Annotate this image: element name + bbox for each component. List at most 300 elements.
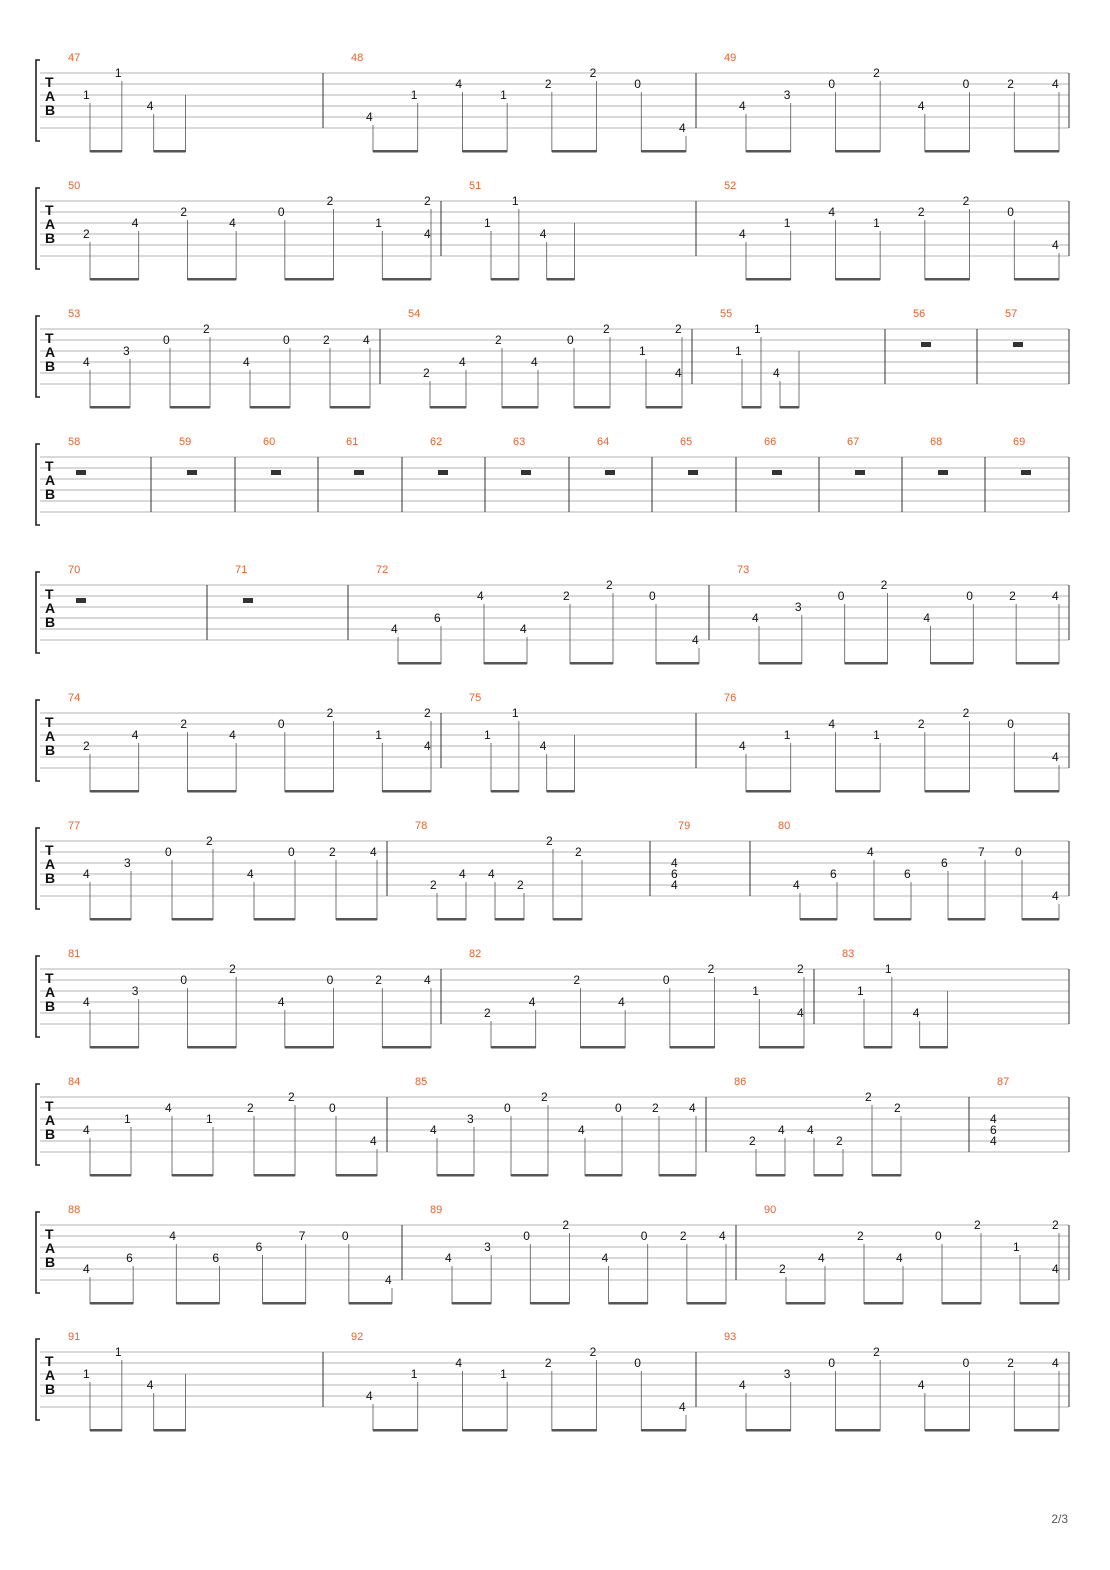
fret-number: 6	[941, 856, 948, 870]
fret-number: 6	[830, 867, 837, 881]
fret-number: 2	[517, 878, 524, 892]
beam	[552, 150, 597, 153]
fret-number: 2	[1052, 1218, 1059, 1232]
fret-number: 2	[962, 706, 970, 720]
fret-number: 0	[837, 589, 845, 603]
fret-number: 1	[783, 728, 791, 742]
fret-number: 0	[329, 1101, 336, 1115]
fret-number: 1	[124, 1112, 131, 1126]
beam	[437, 1174, 474, 1177]
fret-number: 2	[797, 962, 804, 976]
measure-number: 78	[415, 820, 428, 832]
beam	[187, 790, 236, 793]
measure-number: 75	[469, 692, 482, 704]
fret-number: 4	[229, 216, 236, 230]
beam	[742, 406, 761, 409]
fret-number: 4	[83, 1123, 90, 1137]
beam	[641, 150, 686, 153]
beam	[484, 662, 527, 665]
fret-number: 0	[283, 333, 290, 347]
beam	[656, 662, 699, 665]
fret-number: 0	[634, 1356, 641, 1370]
fret-number: 2	[589, 1345, 597, 1359]
fret-number: 2	[749, 1134, 756, 1148]
fret-number: 4	[520, 622, 527, 636]
fret-number: 2	[652, 1101, 659, 1115]
fret-number: 1	[410, 1367, 418, 1381]
measure-number: 52	[724, 180, 737, 192]
beam	[90, 1302, 133, 1305]
tab-clef-letter: B	[45, 230, 56, 246]
measure-number: 65	[680, 436, 693, 448]
fret-number: 2	[880, 578, 888, 592]
measure-number: 68	[930, 436, 943, 448]
fret-number: 2	[544, 77, 552, 91]
fret-number: 2	[917, 205, 925, 219]
beam	[502, 406, 538, 409]
beam	[574, 406, 610, 409]
fret-number: 0	[288, 845, 295, 859]
measure-number: 61	[346, 436, 359, 448]
fret-number: 6	[255, 1240, 263, 1254]
fret-number: 4	[671, 878, 678, 892]
beam	[930, 662, 973, 665]
fret-number: 1	[484, 728, 491, 742]
measure-number: 87	[997, 1076, 1010, 1088]
fret-number: 4	[828, 205, 836, 219]
fret-number: 1	[639, 344, 646, 358]
fret-number: 4	[1052, 750, 1059, 764]
beam	[285, 790, 334, 793]
fret-number: 4	[370, 1134, 377, 1148]
beam	[90, 406, 130, 409]
tab-clef-letter: T	[45, 74, 54, 90]
tab-system	[36, 564, 1069, 665]
measure-number: 58	[68, 436, 81, 448]
fret-number: 2	[329, 845, 336, 859]
tab-clef-letter: T	[45, 458, 54, 474]
beam	[373, 150, 418, 153]
fret-number: 4	[679, 121, 686, 135]
tab-clef-letter: B	[45, 358, 56, 374]
measure-number: 89	[430, 1204, 443, 1216]
fret-number: 7	[298, 1229, 306, 1243]
tab-clef-letter: A	[45, 472, 56, 488]
fret-number: 4	[366, 110, 373, 124]
tab-clef-letter: A	[45, 1367, 56, 1383]
fret-number: 1	[114, 1345, 122, 1359]
tab-clef-letter: T	[45, 202, 54, 218]
tab-clef-letter: A	[45, 88, 56, 104]
fret-number: 3	[467, 1112, 474, 1126]
beam	[250, 406, 290, 409]
fret-number: 1	[783, 216, 791, 230]
system-bracket	[36, 316, 40, 397]
fret-number: 4	[131, 728, 139, 742]
whole-rest	[76, 598, 86, 603]
fret-number: 4	[618, 995, 625, 1009]
fret-number: 4	[459, 867, 466, 881]
beam	[285, 278, 334, 281]
fret-number: 4	[867, 845, 874, 859]
fret-number: 4	[689, 1101, 696, 1115]
fret-number: 4	[424, 973, 431, 987]
fret-number: 2	[836, 1134, 843, 1148]
fret-number: 2	[1009, 589, 1016, 603]
beam	[670, 1046, 715, 1049]
beam	[925, 150, 970, 153]
fret-number: 2	[326, 194, 334, 208]
beam	[759, 1046, 804, 1049]
fret-number: 4	[169, 1229, 176, 1243]
beam	[580, 1046, 625, 1049]
fret-number: 4	[1052, 238, 1059, 252]
beam	[172, 918, 213, 921]
beam	[373, 1429, 418, 1432]
beam	[659, 1174, 696, 1177]
measure-number: 57	[1005, 308, 1018, 320]
beam	[263, 1302, 306, 1305]
fret-number: 2	[247, 1101, 254, 1115]
fret-number: 2	[857, 1229, 864, 1243]
beam	[90, 1429, 122, 1432]
tab-clef-letter: B	[45, 998, 56, 1014]
tab-clef-letter: T	[45, 842, 54, 858]
fret-number: 4	[1052, 1262, 1059, 1276]
fret-number: 4	[488, 867, 495, 881]
beam	[835, 790, 880, 793]
beam	[780, 406, 799, 409]
fret-number: 2	[83, 739, 90, 753]
beam	[1014, 1429, 1059, 1432]
fret-number: 0	[326, 973, 334, 987]
tab-clef-letter: T	[45, 714, 54, 730]
fret-number: 4	[229, 728, 236, 742]
beam	[462, 1429, 507, 1432]
measure-number: 77	[68, 820, 81, 832]
tab-clef-letter: A	[45, 1112, 56, 1128]
fret-number: 4	[430, 1123, 437, 1137]
fret-number: 2	[495, 333, 502, 347]
beam	[382, 790, 431, 793]
fret-number: 4	[1052, 889, 1059, 903]
fret-number: 2	[974, 1218, 981, 1232]
beam	[746, 150, 791, 153]
fret-number: 4	[131, 216, 139, 230]
fret-number: 4	[828, 717, 836, 731]
fret-number: 1	[857, 984, 864, 998]
measure-number: 90	[764, 1204, 777, 1216]
fret-number: 2	[707, 962, 715, 976]
tab-clef-letter: A	[45, 216, 56, 232]
fret-number: 2	[779, 1262, 786, 1276]
fret-number: 0	[1007, 717, 1014, 731]
fret-number: 4	[601, 1251, 609, 1265]
beam	[547, 278, 575, 281]
fret-number: 2	[873, 1345, 880, 1359]
fret-number: 1	[735, 344, 742, 358]
beam	[874, 918, 911, 921]
tab-clef-letter: B	[45, 614, 56, 630]
beam	[942, 1302, 981, 1305]
measure-number: 54	[408, 308, 421, 320]
fret-number: 4	[477, 589, 484, 603]
beam	[154, 150, 186, 153]
system-bracket	[36, 1339, 40, 1420]
measure-number: 74	[68, 692, 81, 704]
system-bracket	[36, 60, 40, 141]
fret-number: 0	[634, 77, 641, 91]
beam	[646, 406, 682, 409]
fret-number: 2	[288, 1090, 295, 1104]
tab-clef-letter: B	[45, 870, 56, 886]
fret-number: 1	[884, 962, 892, 976]
fret-number: 2	[180, 717, 188, 731]
fret-number: 1	[511, 706, 519, 720]
fret-number: 6	[126, 1251, 133, 1265]
beam	[382, 278, 431, 281]
fret-number: 4	[818, 1251, 825, 1265]
fret-number: 4	[455, 1356, 463, 1370]
beam	[920, 1046, 948, 1049]
fret-number: 1	[754, 322, 761, 336]
beam	[1020, 1302, 1059, 1305]
fret-number: 0	[1007, 205, 1014, 219]
measure-number: 67	[847, 436, 860, 448]
beam	[1014, 150, 1059, 153]
fret-number: 4	[445, 1251, 452, 1265]
beam	[835, 150, 880, 153]
fret-number: 4	[539, 739, 547, 753]
fret-number: 0	[180, 973, 188, 987]
fret-number: 3	[131, 984, 139, 998]
beam	[90, 150, 122, 153]
fret-number: 3	[484, 1240, 491, 1254]
fret-number: 0	[1015, 845, 1022, 859]
fret-number: 1	[511, 194, 519, 208]
fret-number: 0	[277, 205, 285, 219]
measure-number: 76	[724, 692, 737, 704]
fret-number: 4	[424, 227, 431, 241]
fret-number: 2	[679, 1229, 687, 1243]
beam	[330, 406, 370, 409]
fret-number: 4	[896, 1251, 903, 1265]
measure-number: 73	[737, 564, 750, 576]
beam	[90, 278, 139, 281]
measure-number: 64	[597, 436, 610, 448]
beam	[90, 918, 131, 921]
fret-number: 1	[500, 88, 507, 102]
measure-number: 50	[68, 180, 81, 192]
fret-number: 0	[165, 845, 172, 859]
beam	[570, 662, 613, 665]
tab-system	[36, 1331, 1069, 1432]
beam	[349, 1302, 392, 1305]
tab-system	[36, 308, 1069, 409]
fret-number: 4	[539, 227, 547, 241]
beam	[864, 1302, 903, 1305]
fret-number: 6	[990, 1123, 997, 1137]
fret-number: 0	[163, 333, 170, 347]
whole-rest	[1021, 470, 1031, 475]
fret-number: 2	[589, 66, 597, 80]
measure-number: 56	[913, 308, 926, 320]
fret-number: 2	[962, 194, 970, 208]
fret-number: 4	[739, 1378, 746, 1392]
beam	[462, 150, 507, 153]
tab-clef-letter: T	[45, 330, 54, 346]
beam	[814, 1174, 843, 1177]
fret-number: 2	[430, 878, 437, 892]
beam	[746, 278, 791, 281]
tab-clef-letter: A	[45, 344, 56, 360]
fret-number: 0	[935, 1229, 942, 1243]
fret-number: 1	[873, 728, 880, 742]
measure-number: 70	[68, 564, 81, 576]
fret-number: 1	[375, 216, 382, 230]
beam	[176, 1302, 219, 1305]
tab-system	[36, 1076, 1069, 1177]
fret-number: 2	[546, 834, 553, 848]
system-bracket	[36, 700, 40, 781]
fret-number: 6	[212, 1251, 220, 1265]
beam	[786, 1302, 825, 1305]
fret-number: 4	[912, 1006, 920, 1020]
beam	[1016, 662, 1059, 665]
fret-number: 1	[375, 728, 382, 742]
beam	[187, 1046, 236, 1049]
beam	[746, 790, 791, 793]
whole-rest	[271, 470, 281, 475]
fret-number: 4	[391, 622, 398, 636]
fret-number: 2	[375, 973, 382, 987]
fret-number: 4	[578, 1123, 585, 1137]
fret-number: 3	[783, 88, 791, 102]
fret-number: 4	[83, 867, 90, 881]
beam	[641, 1429, 686, 1432]
beam	[864, 1046, 892, 1049]
beam	[336, 1174, 377, 1177]
tab-clef-letter: B	[45, 1254, 56, 1270]
beam	[553, 918, 582, 921]
fret-number: 4	[739, 739, 746, 753]
system-bracket	[36, 1084, 40, 1165]
fret-number: 1	[114, 66, 122, 80]
fret-number: 3	[794, 600, 802, 614]
fret-number: 0	[962, 1356, 970, 1370]
measure-number: 81	[68, 948, 81, 960]
whole-rest	[1013, 342, 1023, 347]
fret-number: 0	[962, 77, 970, 91]
tab-clef-letter: T	[45, 1353, 54, 1369]
fret-number: 4	[528, 995, 536, 1009]
measure-number: 86	[734, 1076, 747, 1088]
fret-number: 4	[424, 739, 431, 753]
beam	[948, 918, 985, 921]
fret-number: 4	[923, 611, 931, 625]
measure-number: 69	[1013, 436, 1026, 448]
measure-number: 48	[351, 52, 364, 64]
fret-number: 4	[1052, 1356, 1059, 1370]
fret-number: 0	[640, 1229, 648, 1243]
whole-rest	[605, 470, 615, 475]
beam	[845, 662, 888, 665]
whole-rest	[76, 470, 86, 475]
fret-number: 6	[434, 611, 441, 625]
fret-number: 2	[1007, 1356, 1014, 1370]
fret-number: 2	[873, 66, 880, 80]
fret-number: 4	[370, 845, 377, 859]
whole-rest	[855, 470, 865, 475]
measure-number: 84	[68, 1076, 81, 1088]
beam	[90, 1174, 131, 1177]
fret-number: 2	[83, 227, 90, 241]
fret-number: 4	[917, 1378, 925, 1392]
measure-number: 66	[764, 436, 777, 448]
tab-clef-letter: T	[45, 586, 54, 602]
tab-system	[36, 820, 1069, 921]
system-bracket	[36, 828, 40, 909]
beam	[746, 1429, 791, 1432]
beam	[687, 1302, 726, 1305]
beam	[800, 918, 837, 921]
tab-system	[36, 692, 1069, 793]
fret-number: 0	[828, 1356, 836, 1370]
tab-clef-letter: B	[45, 102, 56, 118]
beam	[1014, 278, 1059, 281]
fret-number: 4	[363, 333, 370, 347]
fret-number: 2	[326, 706, 334, 720]
fret-number: 0	[523, 1229, 530, 1243]
tab-system	[36, 948, 1069, 1049]
whole-rest	[521, 470, 531, 475]
fret-number: 2	[206, 834, 213, 848]
fret-number: 6	[904, 867, 911, 881]
beam	[530, 1302, 569, 1305]
fret-number: 4	[797, 1006, 804, 1020]
beam	[172, 1174, 213, 1177]
beam	[1014, 790, 1059, 793]
fret-number: 2	[563, 589, 570, 603]
whole-rest	[243, 598, 253, 603]
fret-number: 2	[541, 1090, 548, 1104]
beam	[1022, 918, 1059, 921]
tab-clef-letter: A	[45, 1240, 56, 1256]
tab-system	[36, 52, 1069, 153]
fret-number: 2	[180, 205, 188, 219]
fret-number: 2	[423, 366, 430, 380]
fret-number: 3	[124, 856, 131, 870]
beam	[452, 1302, 491, 1305]
system-bracket	[36, 572, 40, 653]
fret-number: 4	[455, 77, 463, 91]
fret-number: 0	[662, 973, 670, 987]
fret-number: 2	[603, 322, 610, 336]
fret-number: 4	[83, 355, 90, 369]
fret-number: 1	[752, 984, 759, 998]
beam	[552, 1429, 597, 1432]
fret-number: 4	[692, 633, 699, 647]
measure-number: 47	[68, 52, 81, 64]
fret-number: 1	[410, 88, 418, 102]
tab-clef-letter: B	[45, 1381, 56, 1397]
measure-number: 83	[842, 948, 855, 960]
fret-number: 2	[229, 962, 236, 976]
fret-number: 4	[165, 1101, 172, 1115]
fret-number: 2	[424, 706, 431, 720]
measure-number: 85	[415, 1076, 428, 1088]
whole-rest	[921, 342, 931, 347]
